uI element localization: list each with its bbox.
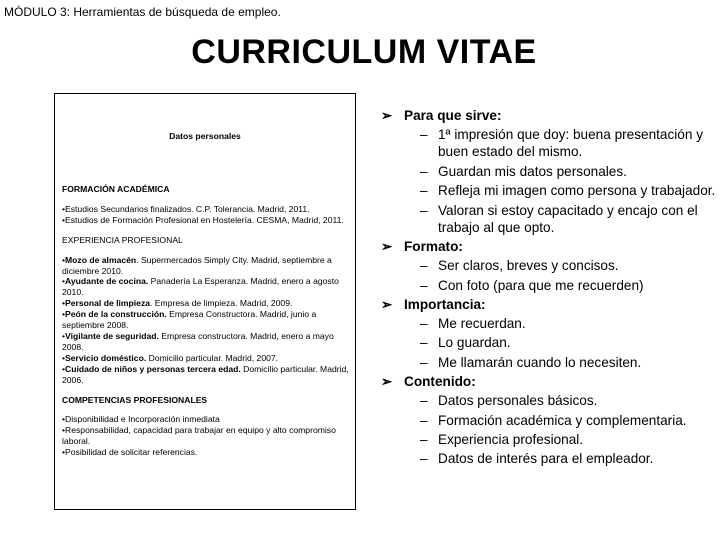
cv-experiencia-item: •Ayudante de cocina. Panadería La Esperanza. Madrid, enero a agosto 2010. (62, 276, 339, 298)
dash-icon: – (420, 393, 428, 409)
cv-competencia-item: •Disponibilidad e Incorporación inmediata (62, 414, 220, 425)
dash-icon: – (420, 126, 428, 142)
cv-competencias-heading: COMPETENCIAS PROFESIONALES (62, 394, 208, 405)
cv-detail: Empresa Constructora. Madrid, junio a septiembre 2008. (62, 309, 317, 331)
dash-icon: – (420, 354, 428, 370)
sub-bullet-text: Lo guardan. (438, 335, 511, 351)
sub-bullet (378, 277, 724, 294)
cv-role: Personal de limpieza (65, 298, 151, 309)
sub-bullet (378, 315, 724, 332)
cv-experiencia-item: •Vigilante de seguridad. Empresa constructora. Madrid, enero a mayo 2008. (62, 330, 334, 352)
dash-icon: – (420, 258, 428, 274)
cv-formacion-heading: FORMACIÓN ACADÉMICA (62, 184, 170, 194)
sub-bullet-text: Refleja mi imagen como persona y trabajador. (438, 183, 716, 199)
sub-bullet (378, 163, 724, 180)
cv-role: Cuidado de niños y personas tercera edad. (65, 363, 241, 374)
arrow-bullet-icon: ➢ (381, 374, 393, 390)
bullet-title: Para que sirve: (404, 108, 502, 123)
cv-detail: Empresa constructora. Madrid, enero a mayo 2008. (62, 330, 334, 352)
cv-experiencia-item: •Peón de la construcción. Empresa Constructora. Madrid, junio a septiembre 2008. (62, 309, 317, 331)
sub-bullet (378, 450, 724, 467)
dash-icon: – (420, 202, 428, 218)
cv-role: Servicio doméstico. (65, 352, 147, 363)
bullet-title: Contenido: (404, 374, 476, 390)
cv-document (54, 93, 356, 510)
cv-experiencia-item: •Cuidado de niños y personas tercera edad. Domicilio particular. Madrid, 2006. (62, 363, 349, 385)
bullet-heading (378, 296, 724, 313)
cv-role: Vigilante de seguridad. (65, 330, 159, 341)
sub-bullet (378, 412, 724, 429)
dash-icon: – (420, 431, 428, 447)
dash-icon: – (420, 412, 428, 428)
sub-bullet (378, 392, 724, 409)
cv-experiencia-item: •Mozo de almacén. Supermercados Simply City. Madrid, septiembre a diciembre 2010. (62, 254, 332, 276)
sub-bullet-text: Me llamarán cuando lo necesiten. (438, 354, 642, 370)
cv-competencia-item: •Posibilidad de solicitar referencias. (62, 447, 198, 458)
cv-detail: Domicilio particular. Madrid, 2006. (62, 363, 349, 385)
bullet-title: Importancia: (404, 297, 486, 313)
cv-detail: . Supermercados Simply City. Madrid, septiembre a diciembre 2010. (62, 254, 332, 276)
sub-bullet (378, 126, 724, 161)
sub-bullet-text: Datos de interés para el empleador. (438, 451, 654, 467)
sub-bullet-text: Valoran si estoy capacitado y encajo con el trabajo al que opto. (438, 202, 698, 235)
bullet-list (378, 107, 724, 470)
dash-icon: – (420, 183, 428, 199)
cv-formacion-item: •Estudios de Formación Profesional en Hostelería. CESMA, Madrid, 2011. (62, 214, 344, 225)
sub-bullet-text: Formación académica y complementaria. (438, 412, 687, 428)
sub-bullet-text: Experiencia profesional. (438, 431, 584, 447)
cv-body (62, 184, 354, 458)
cv-role: Peón de la construcción. (65, 309, 167, 320)
cv-detail: . Empresa de limpieza. Madrid, 2009. (150, 298, 293, 309)
arrow-bullet-icon: ➢ (381, 297, 393, 313)
sub-bullet-text: Datos personales básicos. (438, 393, 598, 409)
sub-bullet (378, 257, 724, 274)
dash-icon: – (420, 451, 428, 467)
sub-bullet (378, 334, 724, 351)
cv-detail: Panadería La Esperanza. Madrid, enero a agosto 2010. (62, 276, 339, 298)
cv-experiencia-item: •Servicio doméstico. Domicilio particular. Madrid, 2007. (62, 352, 279, 363)
cv-experiencia-item: •Personal de limpieza. Empresa de limpieza. Madrid, 2009. (62, 298, 293, 309)
dash-icon: – (420, 315, 428, 331)
bullet-heading (378, 107, 724, 124)
dash-icon: – (420, 335, 428, 351)
slide-title: CURRICULUM VITAE (191, 33, 537, 71)
cv-personal-heading: Datos personales (169, 131, 241, 141)
cv-role: Ayudante de cocina. (65, 276, 149, 287)
arrow-bullet-icon: ➢ (381, 239, 393, 255)
sub-bullet-text: Con foto (para que me recuerden) (438, 277, 644, 293)
bullet-heading (378, 373, 724, 390)
cv-competencia-item: •Responsabilidad, capacidad para trabajar en equipo y alto compromiso laboral. (62, 425, 336, 447)
sub-bullet-text: 1ª impresión que doy: buena presentación y buen estado del mismo. (438, 126, 703, 160)
arrow-bullet-icon: ➢ (381, 108, 393, 123)
sub-bullet-text: Guardan mis datos personales. (438, 163, 627, 179)
bullet-heading (378, 238, 724, 255)
cv-formacion-item: •Estudios Secundarios finalizados. C.P. Tolerancia. Madrid, 2011. (62, 203, 310, 214)
sub-bullet (378, 202, 724, 237)
bullet-title: Formato: (404, 239, 463, 255)
sub-bullet-text: Ser claros, breves y concisos. (438, 258, 619, 274)
sub-bullet-text: Me recuerdan. (438, 315, 526, 331)
dash-icon: – (420, 163, 428, 179)
sub-bullet (378, 354, 724, 371)
module-label: MÓDULO 3: Herramientas de búsqueda de empleo. (4, 5, 281, 19)
cv-role: Mozo de almacén (65, 254, 137, 265)
cv-detail: Domicilio particular. Madrid, 2007. (146, 352, 279, 363)
dash-icon: – (420, 277, 428, 293)
sub-bullet (378, 182, 724, 199)
sub-bullet (378, 431, 724, 448)
cv-experiencia-heading: EXPERIENCIA PROFESIONAL (62, 234, 183, 245)
